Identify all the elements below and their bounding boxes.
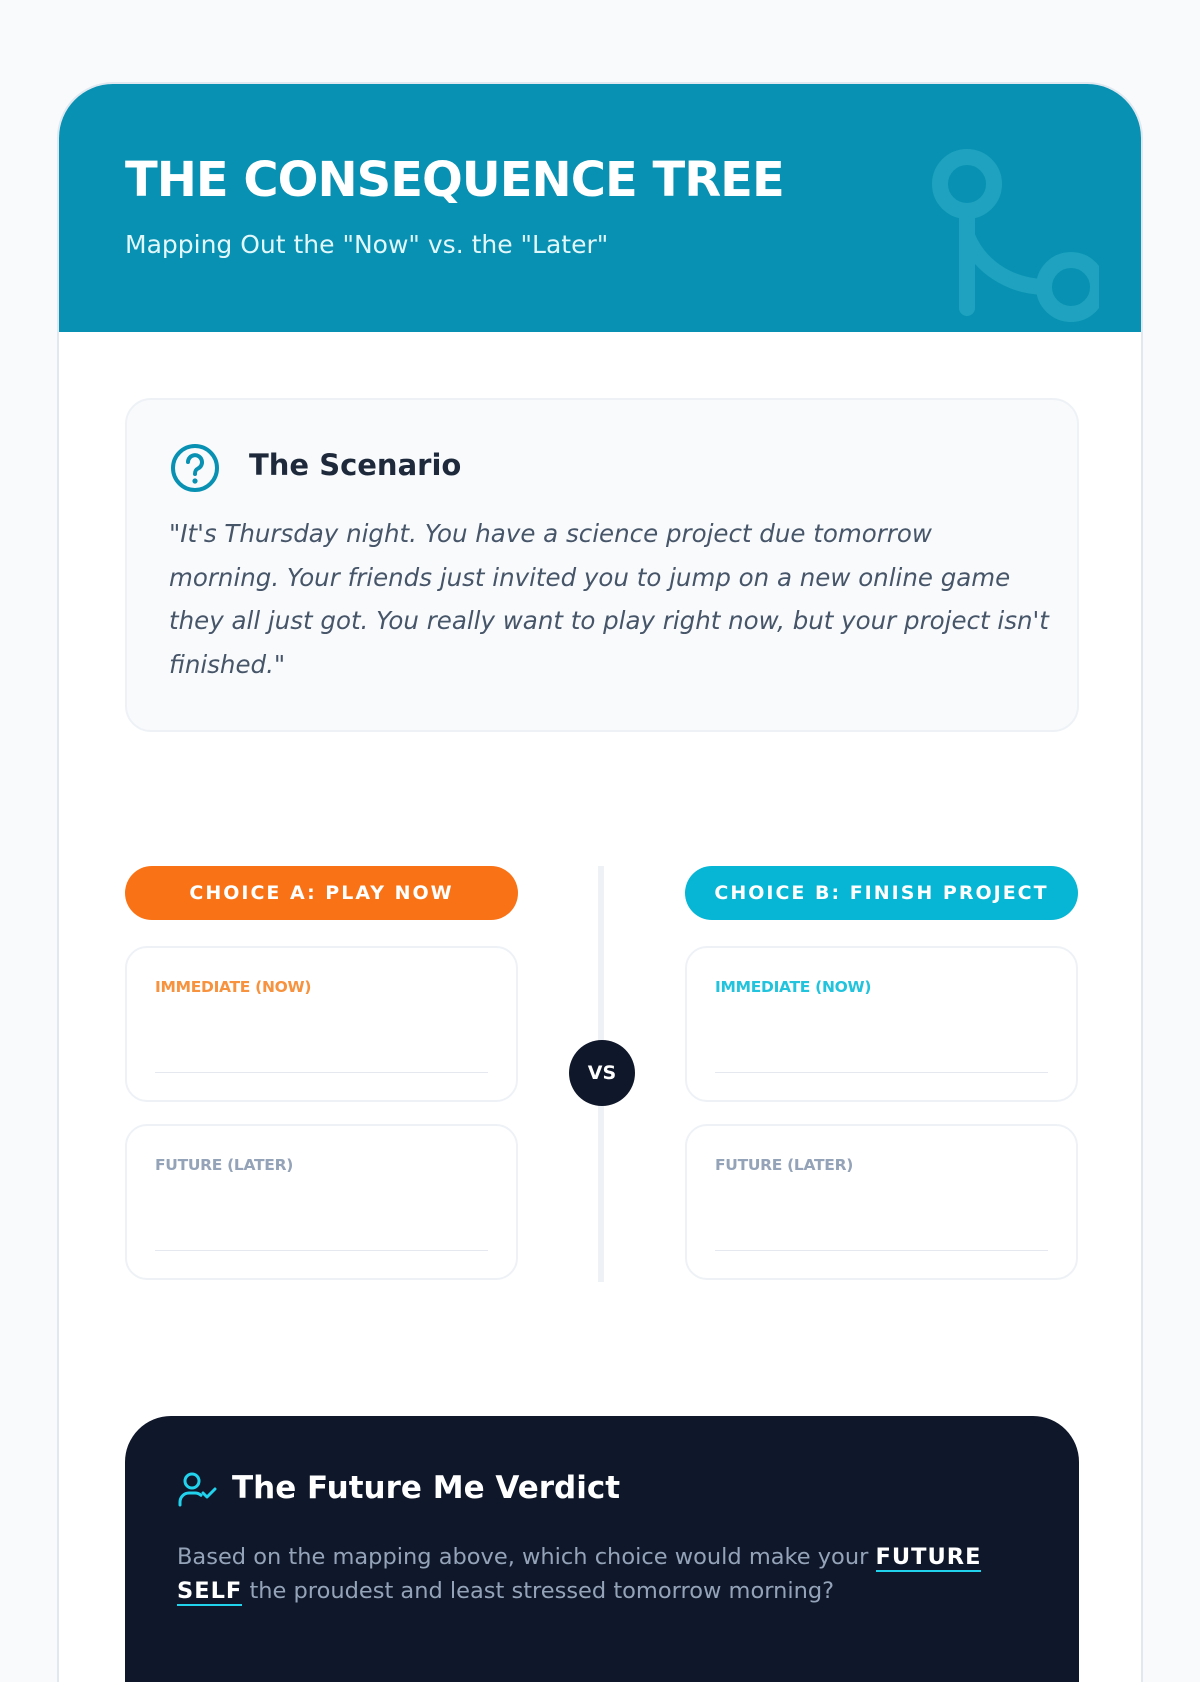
page-title: THE CONSEQUENCE TREE xyxy=(125,152,784,208)
choice-b-label: CHOICE B: FINISH PROJECT xyxy=(685,866,1078,920)
answer-line xyxy=(715,1250,1048,1251)
user-check-icon xyxy=(177,1470,217,1510)
answer-line xyxy=(155,1072,488,1073)
choice-b-immediate-label: IMMEDIATE (NOW) xyxy=(715,978,872,996)
scenario-title: The Scenario xyxy=(249,448,462,482)
choice-a-future-label: FUTURE (LATER) xyxy=(155,1156,293,1174)
git-branch-icon xyxy=(909,136,1099,326)
verdict-text-after: the proudest and least stressed tomorrow morning? xyxy=(242,1578,835,1604)
worksheet-card xyxy=(57,82,1143,1682)
choice-a-immediate-label: IMMEDIATE (NOW) xyxy=(155,978,312,996)
scenario-text: "It's Thursday night. You have a science project due tomorrow morning. Your friends just invited you to jump on a new online game they all just got. You really want to play right now, but your project isn't finished." xyxy=(169,519,1049,679)
verdict-title: The Future Me Verdict xyxy=(232,1470,621,1506)
verdict-text-before: Based on the mapping above, which choice would make your xyxy=(177,1544,876,1570)
page-subtitle: Mapping Out the "Now" vs. the "Later" xyxy=(125,230,609,259)
header-banner xyxy=(59,84,1141,332)
answer-line xyxy=(155,1250,488,1251)
future-self-highlight: FUTURE SELF xyxy=(177,1544,982,1604)
choice-a-label: CHOICE A: PLAY NOW xyxy=(125,866,518,920)
vs-badge: VS xyxy=(569,1040,635,1106)
choice-b-future-box[interactable] xyxy=(685,1124,1078,1280)
choice-b-immediate-box[interactable] xyxy=(685,946,1078,1102)
verdict-question xyxy=(177,1540,1037,1608)
question-circle-icon xyxy=(169,442,221,494)
verdict-panel xyxy=(125,1416,1079,1682)
choice-b-future-label: FUTURE (LATER) xyxy=(715,1156,853,1174)
answer-line xyxy=(715,1072,1048,1073)
choice-a-future-box[interactable] xyxy=(125,1124,518,1280)
choice-a-immediate-box[interactable] xyxy=(125,946,518,1102)
scenario-box xyxy=(125,398,1079,732)
